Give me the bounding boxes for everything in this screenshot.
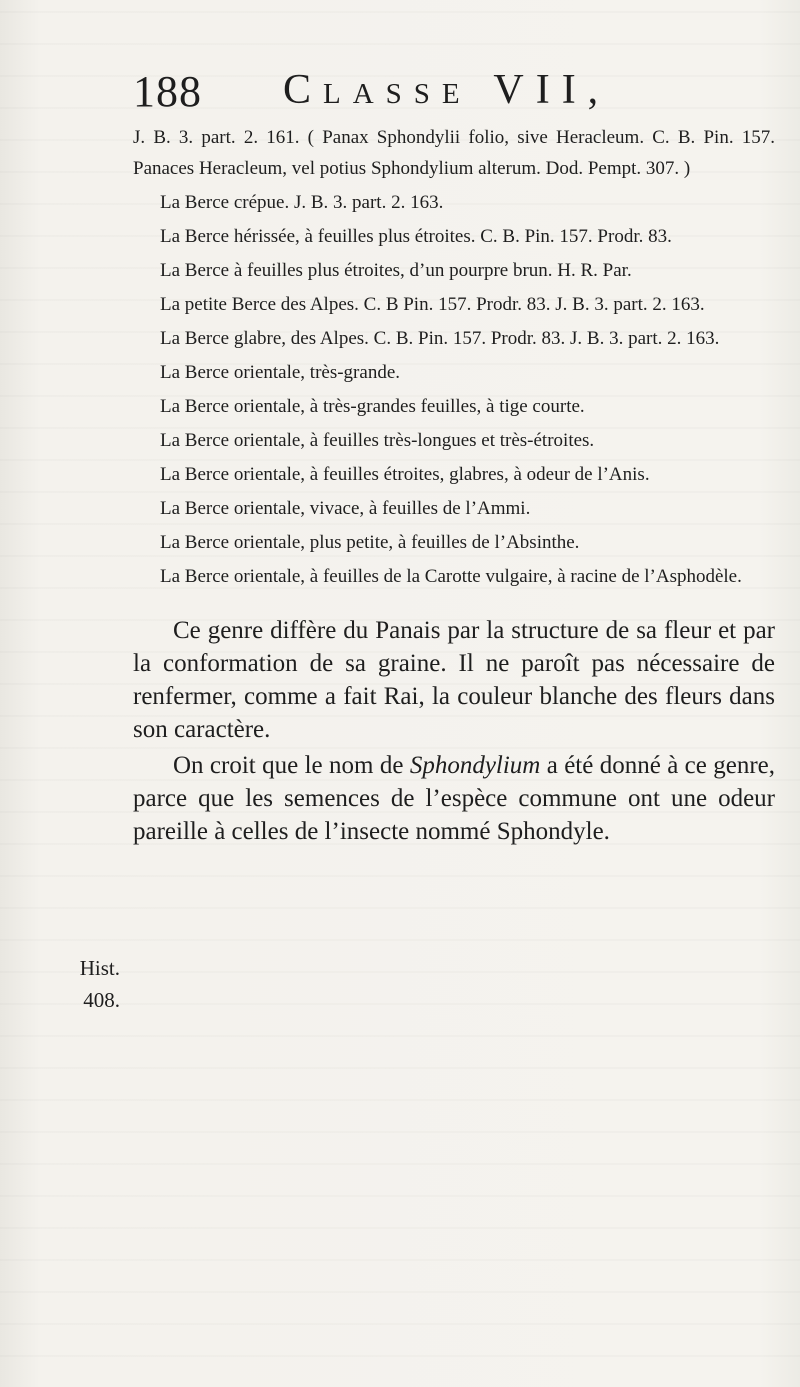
variety-entry: La Berce orientale, à très-grandes feuilles, à tige courte. <box>160 396 585 417</box>
etymology-paragraph <box>133 749 775 848</box>
page-header <box>133 66 753 126</box>
page-body <box>133 122 775 848</box>
genre-remark-paragraph: Ce genre diffère du Panais par la structure de sa fleur et par la conformation de sa graine. Il ne paroît pas nécessaire de renfermer, comme a fait Rai, la couleur blanche des fleurs dans son caractère. <box>133 617 775 743</box>
variety-entry: La Berce orientale, à feuilles étroites, glabres, à odeur de l’Anis. <box>160 464 650 485</box>
running-title: Classe VII, <box>283 67 611 113</box>
margin-reference-line2: 408. <box>83 988 120 1012</box>
variety-entry: La Berce hérissée, à feuilles plus étroites. C. B. Pin. 157. Prodr. 83. <box>160 226 672 247</box>
margin-reference-line1: Hist. <box>79 956 120 980</box>
etymology-text-end: a été donné à ce genre, parce que les semences de l’espèce commune ont une odeur pareille à celles de l’insecte nommé Sphondyle. <box>133 752 775 845</box>
page-number: 188 <box>133 67 202 116</box>
variety-entry: La Berce orientale, plus petite, à feuilles de l’Absinthe. <box>160 532 580 553</box>
etymology-latin-name: Sphondylium <box>409 752 541 779</box>
synonym-entry: J. B. 3. part. 2. 161. ( Panax Sphondylii folio, sive Heracleum. C. B. Pin. 157. Panaces Heracleum, vel potius Sphondylium alterum. Dod. Pempt. 307. ) <box>133 127 775 179</box>
variety-entry: La Berce orientale, très-grande. <box>160 362 401 383</box>
variety-entry: La Berce glabre, des Alpes. C. B. Pin. 157. Prodr. 83. J. B. 3. part. 2. 163. <box>160 328 720 349</box>
variety-entry: La Berce orientale, à feuilles de la Carotte vulgaire, à racine de l’Asphodèle. <box>160 566 742 587</box>
variety-entry: La Berce orientale, vivace, à feuilles de l’Ammi. <box>160 498 531 519</box>
variety-entry: La petite Berce des Alpes. C. B Pin. 157. Prodr. 83. J. B. 3. part. 2. 163. <box>160 294 705 315</box>
margin-reference <box>48 952 120 1016</box>
variety-entry: La Berce crépue. J. B. 3. part. 2. 163. <box>160 192 444 213</box>
variety-entry: La Berce orientale, à feuilles très-longues et très-étroites. <box>160 430 595 451</box>
variety-entry: La Berce à feuilles plus étroites, d’un pourpre brun. H. R. Par. <box>160 260 632 281</box>
etymology-text-start: On croit que le nom de <box>173 752 410 779</box>
